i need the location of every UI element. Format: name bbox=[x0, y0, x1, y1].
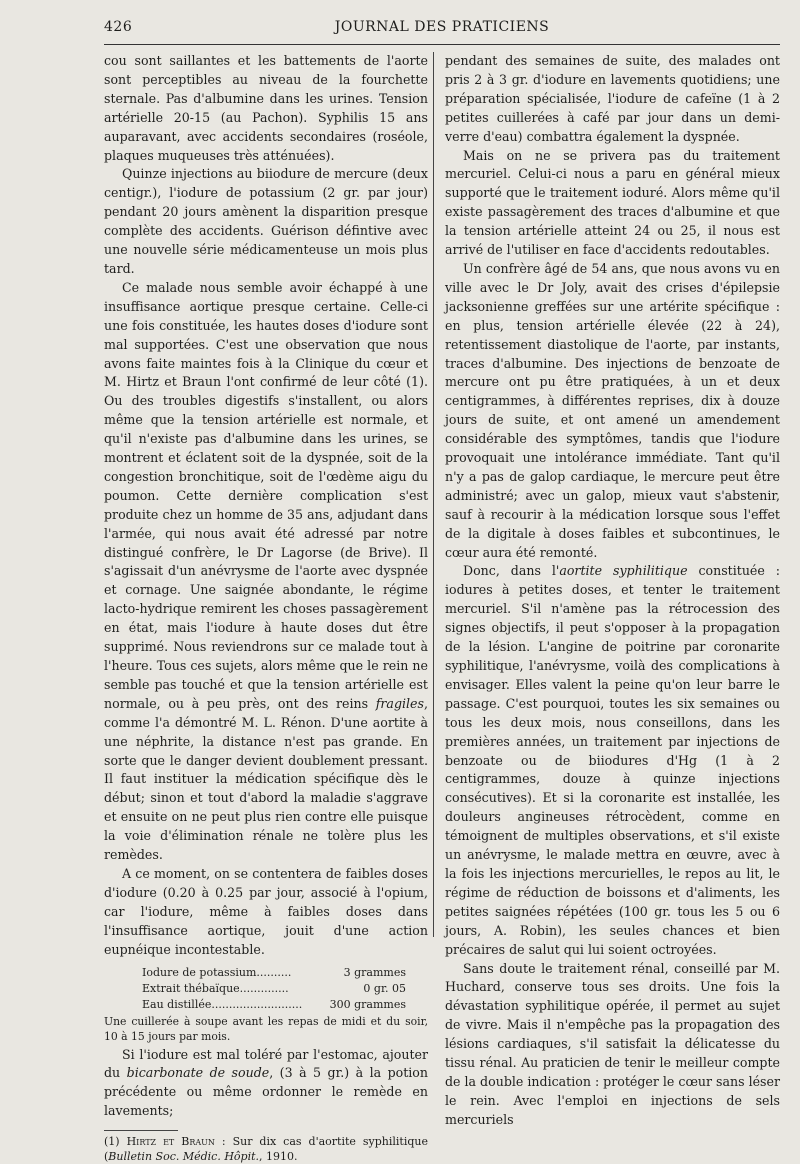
paragraph: Mais on ne se privera pas du traitement mercuriel. Celui-ci nous a paru en général mieux supporté que le traitement ioduré. Alors même qu'il existe passagèrement des traces d'albumine et que la tension artérielle atteint 24 ou 25, il nous est arrivé de l'utiliser en face d'accidents redoutables. bbox=[445, 147, 780, 258]
paragraph-text: Si l'iodure est mal toléré par l'estomac, ajouter du bbox=[104, 1046, 428, 1081]
paragraph: Un confrère âgé de 54 ans, que nous avons vu en ville avec le Dr Joly, avait des crises d'épilepsie jacksonienne greffées sur une artérite spécifique : en plus, tension artérielle élevée (22 à 24), retentissement diastolique de l'aorte, par instants, traces d'albumine. Des injections de benzoate de mercure ont pu être pratiquées, à un et deux centigrammes, à différentes reprises, dix à douze jours de suite, et ont amené un amendement considérable des symptômes, tandis que l'iodure provoquait une intolérance immédiate. Tant qu'il n'y a pas de galop cardiaque, le mercure peut être administré; avec un galop, mieux vaut s'abstenir, sauf à recourir à la médication lorsque sous l'effet de la digitale à doses faibles et subcontinues, le cœur aura été remonté. bbox=[445, 260, 780, 560]
footnote bbox=[104, 1134, 428, 1164]
footnote-authors: Hirtz et Braun bbox=[126, 1135, 215, 1149]
footnote-marker: (1) bbox=[104, 1135, 127, 1149]
paragraph: Quinze injections au biiodure de mercure (deux centigr.), l'iodure de potassium (2 gr. par jour) pendant 20 jours amènent la disparition presque complète des accidents. Guérison défintive avec une nouvelle série médicamenteuse un mois plus tard. bbox=[104, 166, 428, 276]
quantity: 3 grammes bbox=[343, 965, 406, 979]
footnote-rule bbox=[104, 1130, 178, 1131]
column-divider bbox=[433, 52, 434, 937]
left-column bbox=[104, 52, 428, 1164]
prescription-line bbox=[104, 981, 428, 997]
paragraph: cou sont saillantes et les battements de l'aorte sont perceptibles au niveau de la fourchette sternale. Pas d'albumine dans les urines. Tension artérielle 20-15 (au Pachon). Syphilis 15 ans auparavant, avec accidents secondaires (roséole, plaques muqueuses très atténuées). bbox=[104, 53, 428, 163]
paragraph bbox=[445, 562, 780, 959]
paragraph-text: Donc, dans l' bbox=[463, 563, 560, 579]
prescription bbox=[104, 965, 428, 1044]
page-header bbox=[104, 19, 780, 39]
paragraph: Sans doute le traitement rénal, conseillé par M. Huchard, conserve tous ses droits. Une fois la dévastation syphilitique opérée, il permet au sujet de vivre. Mais il n'empêche pas la propagation des lésions cardiaques, s'il satisfait la délicatesse du tissu rénal. Au praticien de tenir le meilleur compte de la double indication : protéger le cœur sans léser le rein. Avec l'emploi en injections de sels mercuriels bbox=[445, 960, 780, 1127]
right-column bbox=[445, 52, 780, 1130]
paragraph-text: , (3 à 5 gr.) à la potion précédente ou même ordonner le remède en lavements; bbox=[104, 1065, 428, 1119]
italic-term: aortite syphilitique bbox=[559, 563, 688, 579]
ingredient: Eau distillée.......................... bbox=[142, 997, 303, 1011]
quantity: 0 gr. 05 bbox=[363, 981, 406, 995]
prescription-line bbox=[104, 965, 428, 981]
paragraph: A ce moment, on se contentera de faibles doses d'iodure (0.20 à 0.25 par jour, associé à l'opium, car l'iodure, même à faibles doses dans l'insuffisance aortique, jouit d'une action eupnéique incontestable. bbox=[104, 865, 428, 957]
footnote-journal: Bulletin Soc. Médic. Hôpit. bbox=[108, 1150, 260, 1164]
header-rule bbox=[104, 44, 780, 45]
paragraph-text: , comme l'a démontré M. L. Rénon. D'une aortite à une néphrite, la distance n'est pas grande. En sorte que le danger devient doublement pressant. Il faut instituer la médication spécifique dès le début; sinon et tout d'abord la maladie s'aggrave et ensuite on ne peut plus rien contre elle puisque la voie d'élimination rénale ne tolère plus les remèdes. bbox=[104, 695, 428, 863]
page-number: 426 bbox=[104, 19, 133, 35]
paragraph: pendant des semaines de suite, des malades ont pris 2 à 3 gr. d'iodure en lavements quotidiens; une préparation spécialisée, l'iodure de cafeïne (1 à 2 petites cuillerées à café par jour dans un demi-verre d'eau) combattra également la dyspnée. bbox=[445, 53, 780, 144]
paragraph bbox=[104, 1046, 428, 1122]
italic-term: fragiles bbox=[375, 695, 424, 711]
prescription-note: Une cuillerée à soupe avant les repas de midi et du soir, 10 à 15 jours par mois. bbox=[104, 1014, 428, 1043]
journal-title: JOURNAL DES PRATICIENS bbox=[334, 19, 550, 35]
paragraph-text: constituée : iodures à petites doses, et tenter le traitement mercuriel. S'il n'amène pas la rétrocession des signes objectifs, il peut s'opposer à la propagation de la lésion. L'angine de poitrine par coronarite syphilitique, l'anévrysme, voilà des complications à envisager. Elles valent la peine qu'on leur barre le passage. C'est pourquoi, toutes les six semaines ou tous les deux mois, nous conseillons, dans les premières années, un traitement par injections de benzoate ou de biiodures d'Hg (1 à 2 centigrammes, douze à quinze injections consécutives). Et si la coronarite est installée, les douleurs angineuses rétrocèdent, comme en témoignent de multiples observations, et s'il existe un anévrysme, le malade mettra en œuvre, avec à la fois les injections mercurielles, le repos au lit, le régime de réduction de boissons et d'aliments, les petites saignées répétées (100 gr. tous les 5 ou 6 jours, A. Robin), les seules chances et bien précaires de salut qui lui soient octroyées. bbox=[445, 563, 780, 957]
quantity: 300 grammes bbox=[329, 997, 406, 1011]
prescription-line bbox=[104, 997, 428, 1013]
ingredient: Iodure de potassium.......... bbox=[142, 965, 292, 979]
paragraph bbox=[104, 279, 428, 865]
footnote-text: : Sur dix cas d'aortite syphilitique ( bbox=[104, 1135, 429, 1164]
italic-term: bicarbonate de soude bbox=[126, 1065, 270, 1081]
footnote-text: , 1910. bbox=[259, 1150, 298, 1164]
paragraph-text: Ce malade nous semble avoir échappé à une insuffisance aortique presque certaine. Celle-ci une fois constituée, les hautes doses d'iodure sont mal supportées. C'est une observation que nous avons faite maintes fois à la Clinique du cœur et M. Hirtz et Braun l'ont confirmé de leur côté (1). Ou des troubles digestifs s'installent, ou alors même que la tension artérielle est normale, et qu'il n'existe pas d'albumine dans les urines, se montrent et éclatent soit de la dyspnée, soit de la congestion bronchitique, soit de l'œdème aigu du poumon. Cette dernière complication s'est produite chez un homme de 35 ans, adjudant dans l'armée, qui nous avait été adressé par notre distingué confrère, le Dr Lagorse (de Brive). Il s'agissait d'un anévrysme de l'aorte avec dyspnée et cornage. Une saignée abondante, le régime lacto-hydrique remirent les choses passagèrement en état, mais l'iodure à haute doses dut être supprimé. Nous reviendrons sur ce malade tout à l'heure. Tous ces sujets, alors même que le rein ne semble pas touché et que la tension artérielle est normale, ou à peu près, ont des reins bbox=[104, 279, 428, 711]
ingredient: Extrait thébaïque.............. bbox=[142, 981, 289, 995]
